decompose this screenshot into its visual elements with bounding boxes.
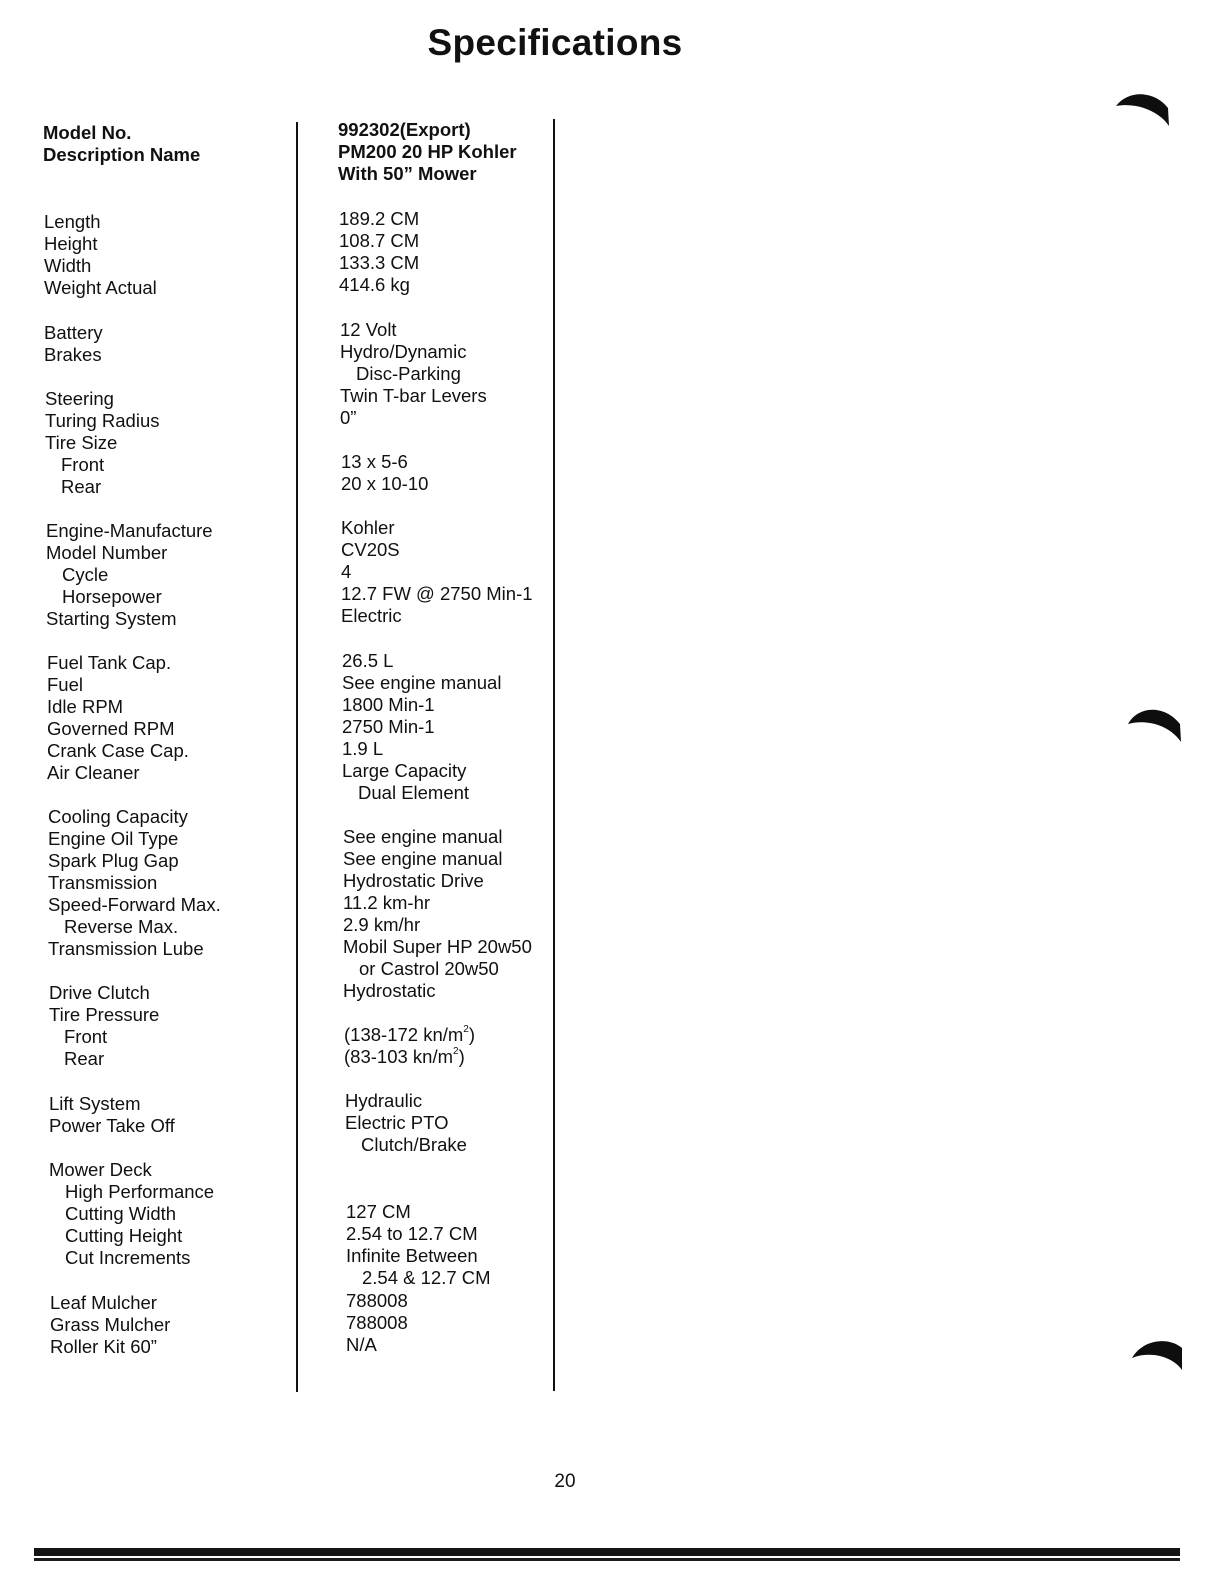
value-width: 133.3 CM — [339, 252, 420, 273]
value-cutting-height: 2.54 to 12.7 CM — [346, 1223, 478, 1244]
label-cycle: Cycle — [62, 564, 109, 585]
bottom-rule — [34, 1548, 1180, 1556]
pressure-front-close: ) — [468, 1024, 476, 1045]
value-power-take-off-line1: Electric PTO — [345, 1112, 449, 1133]
value-cutting-width: 127 CM — [346, 1201, 411, 1222]
label-model-number: Model Number — [46, 542, 168, 563]
label-crank-case-cap: Crank Case Cap. — [47, 740, 189, 761]
label-steering: Steering — [45, 388, 114, 409]
label-pressure-rear: Rear — [64, 1048, 105, 1069]
bottom-rule-secondary — [34, 1558, 1180, 1561]
value-engine-oil-type: See engine manual — [343, 826, 503, 847]
value-brakes-line2: Disc-Parking — [356, 363, 461, 384]
label-fuel: Fuel — [47, 674, 83, 695]
label-cut-increments: Cut Increments — [65, 1247, 191, 1268]
value-description-line1: PM200 20 HP Kohler — [338, 141, 517, 162]
right-column-rule — [553, 119, 555, 1391]
label-speed-forward-max: Speed-Forward Max. — [48, 894, 221, 915]
label-pressure-front: Front — [64, 1026, 108, 1047]
value-lift-system: Hydraulic — [345, 1090, 423, 1111]
value-tire-front: 13 x 5-6 — [341, 451, 408, 472]
page-number: 20 — [554, 1471, 576, 1492]
value-cut-increments-line2: 2.54 & 12.7 CM — [362, 1267, 491, 1288]
label-engine-oil-type: Engine Oil Type — [48, 828, 179, 849]
value-tire-rear: 20 x 10-10 — [341, 473, 429, 494]
value-model-no: 992302(Export) — [338, 119, 471, 140]
value-brakes-line1: Hydro/Dynamic — [340, 341, 467, 362]
label-air-cleaner: Air Cleaner — [47, 762, 140, 783]
pressure-front-text: (138-172 kn/m — [344, 1024, 464, 1045]
label-idle-rpm: Idle RPM — [47, 696, 124, 717]
value-engine-manufacture: Kohler — [341, 517, 395, 538]
value-spark-plug-gap: See engine manual — [343, 848, 503, 869]
left-column-rule — [296, 122, 298, 1392]
label-height: Height — [44, 233, 98, 254]
label-tire-rear: Rear — [61, 476, 102, 497]
label-starting-system: Starting System — [46, 608, 177, 629]
pressure-front-superscript: 2 — [463, 1024, 469, 1035]
label-transmission: Transmission — [48, 872, 158, 893]
value-cut-increments-line1: Infinite Between — [346, 1245, 478, 1266]
value-crank-case-cap: 1.9 L — [342, 738, 384, 759]
value-steering: Twin T-bar Levers — [340, 385, 487, 406]
value-idle-rpm: 1800 Min-1 — [342, 694, 435, 715]
label-mower-deck: Mower Deck — [49, 1159, 152, 1180]
label-length: Length — [44, 211, 101, 232]
pressure-rear-text: (83-103 kn/m — [344, 1046, 453, 1067]
value-description-line2: With 50” Mower — [338, 163, 477, 184]
value-fuel: See engine manual — [342, 672, 502, 693]
value-transmission-lube-line2: or Castrol 20w50 — [359, 958, 499, 979]
label-battery: Battery — [44, 322, 103, 343]
value-transmission: Hydrostatic Drive — [343, 870, 484, 891]
value-speed-forward-max: 11.2 km-hr — [343, 892, 431, 913]
value-starting-system: Electric — [341, 605, 402, 626]
value-power-take-off-line2: Clutch/Brake — [361, 1134, 467, 1155]
label-drive-clutch: Drive Clutch — [49, 982, 150, 1003]
label-turning-radius: Turing Radius — [45, 410, 160, 431]
value-fuel-tank-cap: 26.5 L — [342, 650, 394, 671]
label-model-no: Model No. — [43, 122, 132, 143]
value-leaf-mulcher: 788008 — [346, 1290, 408, 1311]
value-transmission-lube-line1: Mobil Super HP 20w50 — [343, 936, 532, 957]
label-brakes: Brakes — [44, 344, 102, 365]
label-cutting-width: Cutting Width — [65, 1203, 177, 1224]
label-description-name: Description Name — [43, 144, 201, 165]
label-grass-mulcher: Grass Mulcher — [50, 1314, 171, 1335]
label-cutting-height: Cutting Height — [65, 1225, 183, 1246]
label-tire-size: Tire Size — [45, 432, 118, 453]
label-lift-system: Lift System — [49, 1093, 141, 1114]
page-title: Specifications — [427, 22, 683, 63]
label-cooling-capacity: Cooling Capacity — [48, 806, 188, 827]
label-weight-actual: Weight Actual — [44, 277, 157, 298]
value-pressure-rear — [344, 1046, 465, 1068]
value-air-cleaner-line1: Large Capacity — [342, 760, 467, 781]
label-leaf-mulcher: Leaf Mulcher — [50, 1292, 157, 1313]
value-horsepower: 12.7 FW @ 2750 Min-1 — [341, 583, 533, 604]
label-spark-plug-gap: Spark Plug Gap — [48, 850, 179, 871]
value-length: 189.2 CM — [339, 208, 420, 229]
value-drive-clutch: Hydrostatic — [343, 980, 436, 1001]
label-horsepower: Horsepower — [62, 586, 162, 607]
label-tire-pressure: Tire Pressure — [49, 1004, 160, 1025]
binder-hole-mark-icon — [1114, 88, 1170, 128]
binder-hole-mark-icon — [1130, 1334, 1186, 1374]
value-reverse-max: 2.9 km/hr — [343, 914, 421, 935]
pressure-rear-close: ) — [458, 1046, 465, 1067]
label-roller-kit: Roller Kit 60” — [50, 1336, 157, 1357]
label-reverse-max: Reverse Max. — [64, 916, 179, 937]
label-governed-rpm: Governed RPM — [47, 718, 175, 739]
label-engine-manufacture: Engine-Manufacture — [46, 520, 213, 541]
value-cycle: 4 — [341, 561, 352, 582]
value-grass-mulcher: 788008 — [346, 1312, 408, 1333]
value-roller-kit: N/A — [346, 1334, 377, 1355]
value-weight-actual: 414.6 kg — [339, 274, 410, 295]
label-high-performance: High Performance — [65, 1181, 215, 1202]
value-battery: 12 Volt — [340, 319, 397, 340]
value-air-cleaner-line2: Dual Element — [358, 782, 470, 803]
label-transmission-lube: Transmission Lube — [48, 938, 204, 959]
value-governed-rpm: 2750 Min-1 — [342, 716, 435, 737]
value-height: 108.7 CM — [339, 230, 420, 251]
label-fuel-tank-cap: Fuel Tank Cap. — [47, 652, 172, 673]
value-pressure-front — [344, 1024, 475, 1046]
label-power-take-off: Power Take Off — [49, 1115, 175, 1136]
value-turning-radius: 0” — [340, 407, 357, 428]
value-model-number: CV20S — [341, 539, 400, 560]
binder-hole-mark-icon — [1126, 702, 1182, 742]
label-tire-front: Front — [61, 454, 105, 475]
pressure-rear-superscript: 2 — [453, 1046, 459, 1057]
label-width: Width — [44, 255, 92, 276]
